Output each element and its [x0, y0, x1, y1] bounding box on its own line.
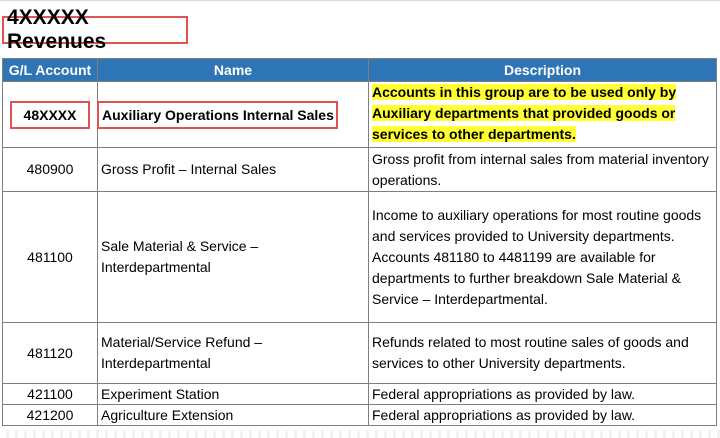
column-header-name: Name	[98, 59, 369, 82]
name-cell: Experiment Station	[98, 384, 369, 405]
table-row	[3, 384, 717, 405]
account-callout: 48XXXX	[10, 101, 90, 129]
name-cell: Material/Service Refund – Interdepartmental	[98, 323, 369, 384]
account-cell: 480900	[3, 148, 98, 192]
name-cell: Agriculture Extension	[98, 405, 369, 426]
name-cell: Gross Profit – Internal Sales	[98, 148, 369, 192]
description-cell: Federal appropriations as provided by law.	[369, 384, 717, 405]
table-row	[3, 82, 717, 148]
top-border	[0, 0, 720, 4]
table-header-row	[3, 59, 717, 82]
description-cell: Federal appropriations as provided by law.	[369, 405, 717, 426]
table-row	[3, 323, 717, 384]
table-row	[3, 405, 717, 426]
account-cell: 481100	[3, 192, 98, 323]
account-cell: 481120	[3, 323, 98, 384]
highlighted-description: Accounts in this group are to be used only by Auxiliary departments that provided goods or services to other departments.	[372, 84, 677, 142]
account-cell: 421100	[3, 384, 98, 405]
column-header-account: G/L Account	[3, 59, 98, 82]
description-cell: Refunds related to most routine sales of goods and services to other University departments.	[369, 323, 717, 384]
name-cell	[98, 82, 369, 148]
account-cell	[3, 82, 98, 148]
column-header-description: Description	[369, 59, 717, 82]
description-cell: Income to auxiliary operations for most routine goods and services provided to University departments. Accounts 481180 to 4481199 are available for departments to further breakdown Sale Material & Service – Interdepartmental.	[369, 192, 717, 323]
account-cell: 421200	[3, 405, 98, 426]
page-title	[2, 6, 188, 53]
gl-account-table	[2, 58, 717, 426]
description-cell: Gross profit from internal sales from material inventory operations.	[369, 148, 717, 192]
table-row	[3, 148, 717, 192]
name-cell: Sale Material & Service – Interdepartmental	[98, 192, 369, 323]
torn-edge	[0, 430, 720, 438]
name-callout: Auxiliary Operations Internal Sales	[97, 101, 338, 129]
page-title-text: 4XXXXX Revenues	[7, 6, 107, 53]
description-cell	[369, 82, 717, 148]
table-row	[3, 192, 717, 323]
